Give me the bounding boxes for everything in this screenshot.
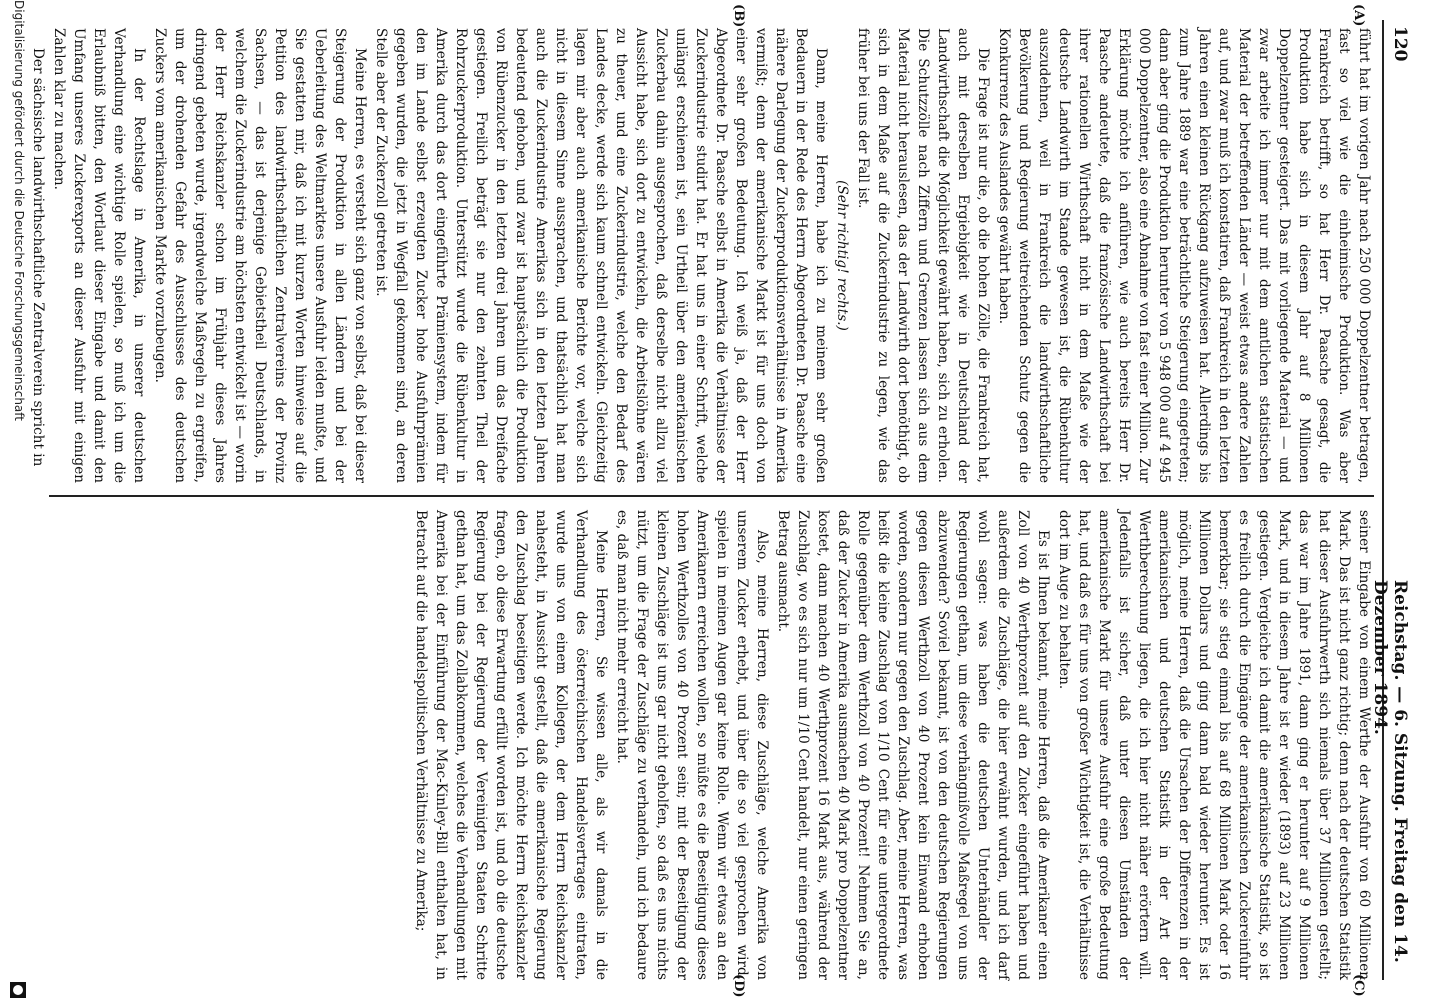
left-text-column: [30, 28, 1374, 483]
header-source: Reichstag. — 6. Sitzung. Freitag den 14. Dezember 1894.: [1370, 580, 1410, 963]
paragraph: Der sächsische landwirthschaftliche Zentralverein spricht in: [30, 48, 46, 467]
paragraph: Meine Herren, Sie wissen alle, als wir damals in die Verhandlung des österreichischen Handelsvertrages eintraten, wurde uns von einem Kollegen, der dem Herrn Reichskanzler nahesteht, in Aussicht gestellt, daß die amerikanische Regierung den Zuschlag beseitigen werde. Ich möchte Herrn Reichskanzler fragen, ob diese Erwartung erfüllt worden ist, und ob die deutsche Regierung bei der Regierung der Vereinigten Staaten Schritte gethan hat, um das Zollabkommen, welches die Verhandlungen mit Amerika bei der Einführung der Mac-Kinley-Bill enthalten hat, in Betracht auf die handelspolitischen Verhältnisse zu Amerika;: [413, 510, 609, 980]
document-page: [30, 0, 1432, 1000]
dfg-logo-icon: [10, 982, 26, 998]
paragraph: Es ist Ihnen bekannt, meine Herren, daß die Amerikaner einen Zoll von 40 Werthprozent auf den Zucker eingeführt haben und außerdem die Zuschläge, die hier erwähnt wurden, und ich darf wohl sagen: was haben die deutschen Unterhändler der Regierungen gethan, um diese verhängnißvolle Maßregel von uns abzuwenden? Soviel bekannt, ist von den deutschen Regierungen gegen diesen Werthzoll von 40 Prozent kein Einwand erhoben worden, sondern nur gegen den Zuschlag. Aber, meine Herren, was heißt die kleine Zuschlag von 1/10 Cent für eine untergeordnete Rolle gegenüber dem Werthzoll von 40 Prozent! Nehmen Sie an, daß der Zucker in Amerika ausmachen 40 Mark pro Doppelzentner kostet, dann machen 40 Werthprozent 16 Mark aus, während der Zuschlag, wo es sich nur um 1/10 Cent handelt, nur einen geringen Betrag ausmacht.: [775, 510, 1051, 980]
running-header: [1370, 20, 1420, 980]
paragraph: Dann, meine Herren, habe ich zu meinem sehr großen Bedauern in der Rede des Herrn Abgeordneten Dr. Paasche eine nähere Darlegung der Zuckerproduktionsverhältnisse in Amerika vermißt; denn der amerikanische Markt ist für uns doch von einer sehr großen Bedeutung. Ich weiß ja, daß der Herr Abgeordnete Dr. Paasche selbst in Amerika die Verhältnisse der Zuckerindustrie studirt hat. Er hat uns in einer Schrift, welche unlängst erschienen ist, sein Urtheil über den amerikanischen Zuckerbau dahin ausgesprochen, daß derselbe nicht allzu viel Aussicht habe, sich dort zu entwickeln, die Arbeitslöhne wären zu theuer, und eine Zuckerindustrie, welche den Bedarf des Landes decke, werde sich kaum schnell entwickeln. Gleichzeitig lagen mir aber auch amerikanische Berichte vor, welche sich nicht in diesem Sinne aussprachen, und thatsächlich hat man auch die Zuckerindustrie Amerikas sich in den letzten Jahren bedeutend gehoben, und zwar ist hauptsächlich die Produktion von Rübenzucker in den letzten drei Jahren um das Dreifache gestiegen. Freilich beträgt sie nur den zehnten Theil der Rohrzuckerproduktion. Unterstützt wurde die Rübenkultur in Amerika durch das dort eingeführte Prämiensystem, indem für den im Lande selbst erzeugten Zucker hohe Ausfuhrprämien gegeben wurden, die jetzt in Wegfall gekommen sind, an deren Stelle aber der Zuckerzoll getreten ist.: [373, 28, 829, 483]
margin-marker-d: (D): [731, 974, 746, 998]
margin-marker-b: (B): [731, 4, 746, 28]
margin-marker-a: (A): [1351, 4, 1366, 27]
paragraph: Meine Herren, es versteht sich ganz von selbst, daß bei dieser Steigerung der Produktion in allen Ländern und bei der Ueberleitung des Weltmarktes unsere Ausfuhr leiden mußte, und Sie gestatten mir, daß ich mit kurzen Worten hinweise auf die Petition des landwirthschaftlichen Zentralvereins der Provinz Sachsen, — das ist derjenige Gebietstheil Deutschlands, in welchem die Zuckerindustrie am höchsten entwickelt ist — worin der Herr Reichskanzler schon im Frühjahr dieses Jahres dringend gebeten wurde, irgendwelche Maßregeln zu ergreifen, um der drohenden Gefahr des Ausschlusses des deutschen Zuckers vom amerikanischen Markte vorzubeugen.: [152, 28, 368, 483]
margin-marker-c: (C): [1351, 974, 1366, 997]
interjection: (Sehr richtig! rechts.): [834, 180, 850, 331]
paragraph: seiner Eingabe von einem Werthe der Ausfuhr von 60 Millionen Mark. Das ist nicht ganz richtig; denn nach der deutschen Statistik hat dieser Ausfuhrwerth sich niemals über 37 Millionen gestellt; das war im Jahre 1891, dann ging er herunter auf 9 Millionen Mark, und in diesem Jahre ist er wieder (1893) auf 23 Millionen gestiegen. Vergleiche ich damit die amerikanische Statistik, so ist es freilich durch die Eingänge der amerikanischen Zuckereinfuhr bemerkbar; sie stieg einmal bis auf 68 Millionen Mark oder 16 Millionen Dollars und ging dann bald wieder herunter. Es ist möglich, meine Herren, daß die Ursachen der Differenzen in der amerikanischen und deutschen Statistik in der Art der Werthberechnung liegen, die ich hier nicht näher erörtern will. Jedenfalls ist sicher, daß unter diesen Umständen der amerikanische Markt für unsere Ausfuhr eine große Bedeutung hat, und daß es für uns von großer Wichtigkeit ist, die Verhältnisse dort im Auge zu behalten.: [1056, 510, 1372, 980]
paragraph: Also, meine Herren, diese Zuschläge, welche Amerika von unserem Zucker erhebt, und über die so viel gesprochen wird, spielen in meinen Augen gar keine Rolle. Wenn wir etwas an den Amerikanern erreichen wollen, so müßte es die Beseitigung dieses hohen Werthzolles von 40 Prozent sein; mit der Beseitigung der kleinen Zuschläge ist uns gar nicht geholfen, so daß es uns nichts nützt, um die Frage der Zuschläge zu verhandeln, und ich bedaure es, daß man nicht mehr erreicht hat.: [614, 510, 770, 980]
column-divider: [49, 495, 1374, 497]
page-number: 120: [1390, 26, 1410, 62]
paragraph: Die Frage ist nur die, ob die hohen Zölle, die Frankreich hat, auch mit derselben Ergiebigkeit wie in Deutschland der Landwirthschaft die Möglichkeit gewährt haben, sich zu erholen. Die Schutzzölle nach Ziffern und Grenzen lassen sich aus dem Material nicht herauslesen, das der Landwirth dort benöthigt, ob sich in dem Maße auf die Zuckerindustrie zu legen, wie das früher bei uns der Fall ist.: [855, 28, 991, 483]
digitization-credit: [6, 0, 30, 1000]
credit-text: Digitalisierung gefördert durch die Deutsche Forschungsgemeinschaft: [12, 0, 26, 422]
paragraph: führt hat im vorigen Jahr nach 250 000 Doppelzentner betragen, fast so viel wie die einheimische Produktion. Was aber Frankreich betrifft, so hat Herr Dr. Paasche gesagt, die Produktion habe sich in diesem Jahr auf 8 Millionen Doppelzentner gesteigert. Das mit vorliegende Material — und zwar arbeite ich immer nur mit dem amtlichen statistischen Material der betreffenden Länder — weist etwas andere Zahlen auf, und zwar muß ich konstatiren, daß Frankreich in den letzten Jahren einen kleinen Rückgang aufzuweisen hat. Allerdings bis zum Jahre 1889 war eine beträchtliche Steigerung eingetreten; dann aber ging die Produktion herunter von 5 948 000 auf 4 945 000 Doppelzentner, also eine Abnahme von fast einer Million. Zur Erklärung möchte ich anführen, wie auch bereits Herr Dr. Paasche andeutete, daß die französische Landwirthschaft bei ihrer rationellen Wirthschaft nicht in dem Maße wie der deutsche Landwirth im Stande gewesen ist, die Rübenkultur auszudehnen, weil in Frankreich die landwirthschaftliche Bevölkerung und Regierung weitreichenden Schutz gegen die Konkurrenz des Auslandes gewährt haben.: [996, 28, 1372, 483]
right-text-column: [52, 510, 1374, 980]
paragraph: In der Rechtslage in Amerika, in unserer deutschen Verhandlung eine wichtige Rolle spielen, so muß ich um die Erlaubniß bitten, den Wortlaut dieser Eingabe und damit den Umfang unseres Zuckerexports an dieser Ausfuhr mit einigen Zahlen klar zu machen.: [51, 28, 147, 483]
